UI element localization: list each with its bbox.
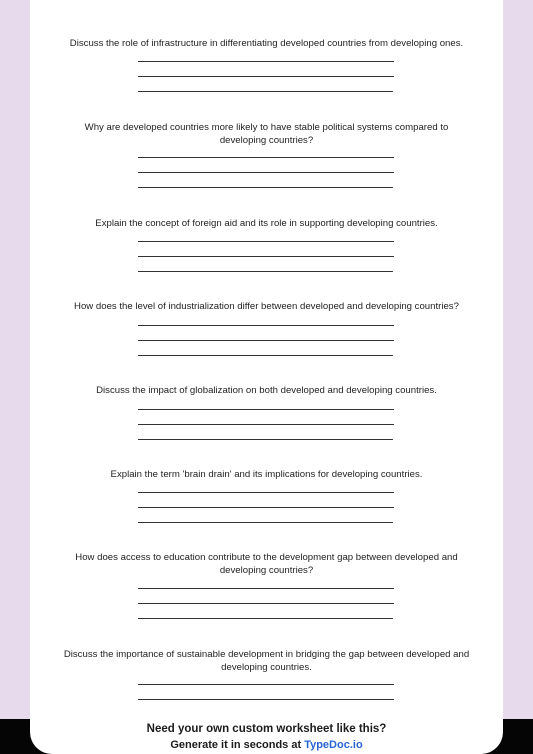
question-4: How does the level of industrialization differ between developed and developing countries? [74, 301, 459, 312]
answer-line[interactable] [138, 699, 394, 700]
answer-line[interactable] [138, 409, 394, 410]
answer-line[interactable] [138, 439, 393, 440]
answer-line[interactable] [138, 91, 393, 92]
answer-line[interactable] [138, 76, 394, 77]
answer-line[interactable] [138, 507, 394, 508]
cta-subline-prefix: Generate it in seconds at [170, 739, 305, 751]
answer-line[interactable] [138, 271, 393, 272]
cta-headline: Need your own custom worksheet like this? [146, 723, 387, 735]
answer-line[interactable] [138, 325, 394, 326]
answer-line[interactable] [138, 172, 394, 173]
answer-line[interactable] [138, 340, 394, 341]
answer-line[interactable] [138, 157, 394, 158]
answer-line[interactable] [138, 355, 393, 356]
worksheet-page [30, 0, 503, 754]
typedoc-link[interactable]: TypeDoc.io [304, 739, 363, 751]
answer-line[interactable] [138, 61, 394, 62]
answer-line[interactable] [138, 684, 394, 685]
answer-line[interactable] [138, 241, 394, 242]
answer-line[interactable] [138, 588, 394, 589]
answer-line[interactable] [138, 522, 393, 523]
question-5: Discuss the impact of globalization on both developed and developing countries. [96, 385, 437, 396]
answer-line[interactable] [138, 618, 393, 619]
answer-line[interactable] [138, 187, 393, 188]
question-2: Why are developed countries more likely to have stable political systems compared to developing countries? [84, 122, 449, 147]
cta-subline [30, 738, 503, 752]
answer-line[interactable] [138, 256, 394, 257]
answer-line[interactable] [138, 492, 394, 493]
answer-line[interactable] [138, 424, 394, 425]
answer-line[interactable] [138, 603, 394, 604]
question-8: Discuss the importance of sustainable development in bridging the gap between developed and developing countries. [63, 649, 470, 674]
question-7: How does access to education contribute to the development gap between developed and developing countries? [75, 552, 458, 577]
question-3: Explain the concept of foreign aid and its role in supporting developing countries. [95, 218, 438, 229]
question-6: Explain the term 'brain drain' and its implications for developing countries. [110, 469, 423, 480]
question-1: Discuss the role of infrastructure in differentiating developed countries from developing ones. [69, 38, 464, 49]
